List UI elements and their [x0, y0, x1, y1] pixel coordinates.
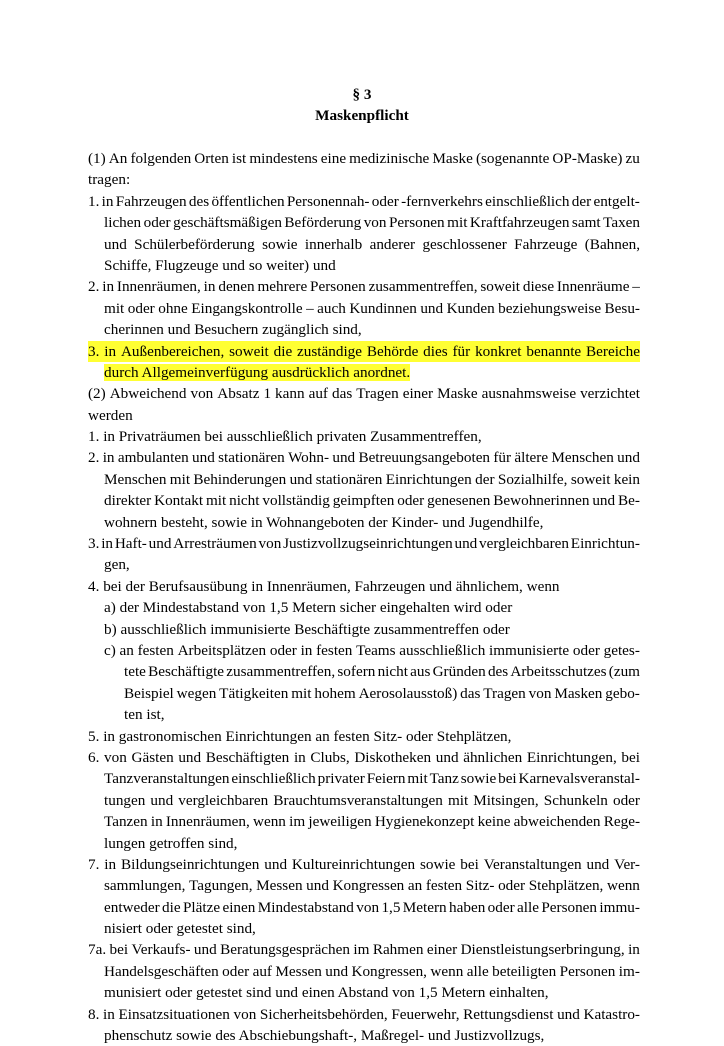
line-text: 2. in Innenräumen, in denen mehrere Personen zusammentreffen, soweit diese Innenräume – [88, 278, 640, 296]
paragraph-title: Maskenpflicht [315, 107, 409, 124]
line-text: tungen und vergleichbaren Brauchtumsveranstaltungen mit Mitsingen, Schunkeln oder [104, 791, 640, 809]
text-line [88, 383, 640, 404]
highlighted-text: durch Allgemeinverfügung ausdrücklich anordnet. [104, 363, 411, 381]
text-line [88, 576, 640, 597]
line-text: 1. in Fahrzeugen des öffentlichen Personennah- oder -fernverkehrs einschließlich der entgelt- [88, 192, 640, 210]
text-line [88, 918, 640, 939]
text-line [88, 255, 640, 276]
text-line [88, 405, 640, 426]
line-text: (1) An folgenden Orten ist mindestens eine medizinische Maske (sogenannte OP-Maske) zu [88, 150, 640, 167]
line-text: werden [88, 406, 133, 424]
text-line [88, 212, 640, 233]
text-line [88, 1004, 640, 1025]
line-text: mit oder ohne Eingangskontrolle – auch Kundinnen und Kunden beziehungsweise Besu- [104, 299, 640, 317]
text-line [88, 554, 640, 575]
line-text: lungen getroffen sind, [104, 834, 238, 852]
text-line [88, 276, 640, 297]
text-line [88, 961, 640, 982]
text-line [88, 661, 640, 682]
line-text: Schiffe, Flugzeuge und so weiter) und [104, 256, 336, 274]
highlighted-text: 3. in Außenbereichen, soweit die zuständige Behörde dies für konkret benannte Bereiche [88, 341, 640, 362]
line-text: Tanzen in Innenräumen, wenn im jeweiligen Hygienekonzept keine abweichenden Rege- [104, 813, 640, 831]
text-line [88, 726, 640, 747]
line-text: 7. in Bildungseinrichtungen und Kultureinrichtungen sowie bei Veranstaltungen und Ver- [88, 855, 640, 873]
text-line [88, 298, 640, 319]
text-line [88, 426, 640, 447]
line-text: c) an festen Arbeitsplätzen oder in festen Teams ausschließlich immunisierte oder getes- [104, 641, 640, 659]
line-text: 8. in Einsatzsituationen von Sicherheitsbehörden, Feuerwehr, Rettungsdienst und Katastro- [88, 1005, 640, 1023]
text-line [88, 619, 640, 640]
line-text: cherinnen und Besuchern zugänglich sind, [104, 321, 362, 339]
line-text: 5. in gastronomischen Einrichtungen an festen Sitz- oder Stehplätzen, [88, 727, 512, 745]
line-text: lichen oder geschäftsmäßigen Beförderung von Personen mit Kraftfahrzeugen samt Taxen [104, 214, 640, 232]
text-line [88, 191, 640, 212]
text-line [88, 982, 640, 1003]
text-line [88, 319, 640, 340]
line-text: ten ist, [124, 706, 165, 724]
text-line [88, 747, 640, 768]
text-line [88, 875, 640, 896]
text-line [88, 640, 640, 661]
line-text: 7a. bei Verkaufs- und Beratungsgesprächen im Rahmen einer Dienstleistungserbringung, in [88, 941, 640, 959]
text-line [88, 490, 640, 511]
line-text: 2. in ambulanten und stationären Wohn- und Betreuungsangeboten für ältere Menschen und [88, 449, 640, 467]
text-line [88, 469, 640, 490]
text-line [88, 341, 640, 362]
line-text: 3. in Haft- und Arresträumen von Justizvollzugseinrichtungen und vergleichbaren Einrichtun- [88, 535, 640, 553]
line-text: b) ausschließlich immunisierte Beschäftigte zusammentreffen oder [104, 620, 510, 638]
text-line [88, 512, 640, 533]
line-text: (2) Abweichend von Absatz 1 kann auf das Tragen einer Maske ausnahmsweise verzichtet [88, 385, 640, 403]
document-body [88, 148, 640, 1046]
line-text: wohnern besteht, sowie in Wohnangeboten der Kinder- und Jugendhilfe, [104, 513, 544, 531]
text-line [88, 790, 640, 811]
line-text: tete Beschäftigte zusammentreffen, sofern nicht aus Gründen des Arbeitsschutzes (zum [124, 663, 640, 681]
line-text: phenschutz sowie des Abschiebungshaft-, Maßregel- und Justizvollzugs, [104, 1027, 545, 1045]
line-text: Beispiel wegen Tätigkeiten mit hohem Aerosolausstoß) das Tragen von Masken gebo- [124, 684, 640, 702]
text-line [88, 1025, 640, 1046]
text-line [88, 169, 640, 190]
line-text: direkter Kontakt mit nicht vollständig geimpften oder genesenen Bewohnerinnen und Be- [104, 492, 640, 510]
text-line [88, 811, 640, 832]
text-line [88, 683, 640, 704]
line-text: entweder die Plätze einen Mindestabstand von 1,5 Metern haben oder alle Personen immu- [104, 898, 640, 916]
text-line [88, 939, 640, 960]
text-line [88, 833, 640, 854]
line-text: a) der Mindestabstand von 1,5 Metern sicher eingehalten wird oder [104, 599, 513, 617]
text-line [88, 447, 640, 468]
line-text: 6. von Gästen und Beschäftigten in Clubs, Diskotheken und ähnlichen Einrichtungen, bei [88, 748, 640, 766]
text-line [88, 234, 640, 255]
text-line [88, 148, 640, 169]
text-line [88, 704, 640, 725]
line-text: 1. in Privaträumen bei ausschließlich privaten Zusammentreffen, [88, 428, 482, 446]
text-line [88, 362, 640, 383]
text-line [88, 768, 640, 789]
line-text: 4. bei der Berufsausübung in Innenräumen, Fahrzeugen und ähnlichem, wenn [88, 577, 560, 595]
paragraph-number: § 3 [352, 86, 372, 103]
text-line [88, 597, 640, 618]
line-text: und Schülerbeförderung sowie innerhalb anderer geschlossener Fahrzeuge (Bahnen, [104, 235, 640, 253]
line-text: nisiert oder getestet sind, [104, 920, 256, 938]
line-text: Menschen mit Behinderungen und stationären Einrichtungen der Sozialhilfe, soweit kein [104, 470, 640, 488]
text-line [88, 897, 640, 918]
line-text: munisiert oder getestet sind und einen Abstand von 1,5 Metern einhalten, [104, 984, 549, 1002]
line-text: sammlungen, Tagungen, Messen und Kongressen an festen Sitz- oder Stehplätzen, wenn [104, 877, 640, 895]
line-text: gen, [104, 556, 130, 574]
line-text: Tanzveranstaltungen einschließlich privater Feiern mit Tanz sowie bei Karnevalsveranstal- [104, 770, 640, 788]
line-text: tragen: [88, 171, 131, 189]
line-text: Handelsgeschäften oder auf Messen und Kongressen, wenn alle beteiligten Personen im- [104, 962, 640, 980]
text-line [88, 533, 640, 554]
text-line [88, 854, 640, 875]
